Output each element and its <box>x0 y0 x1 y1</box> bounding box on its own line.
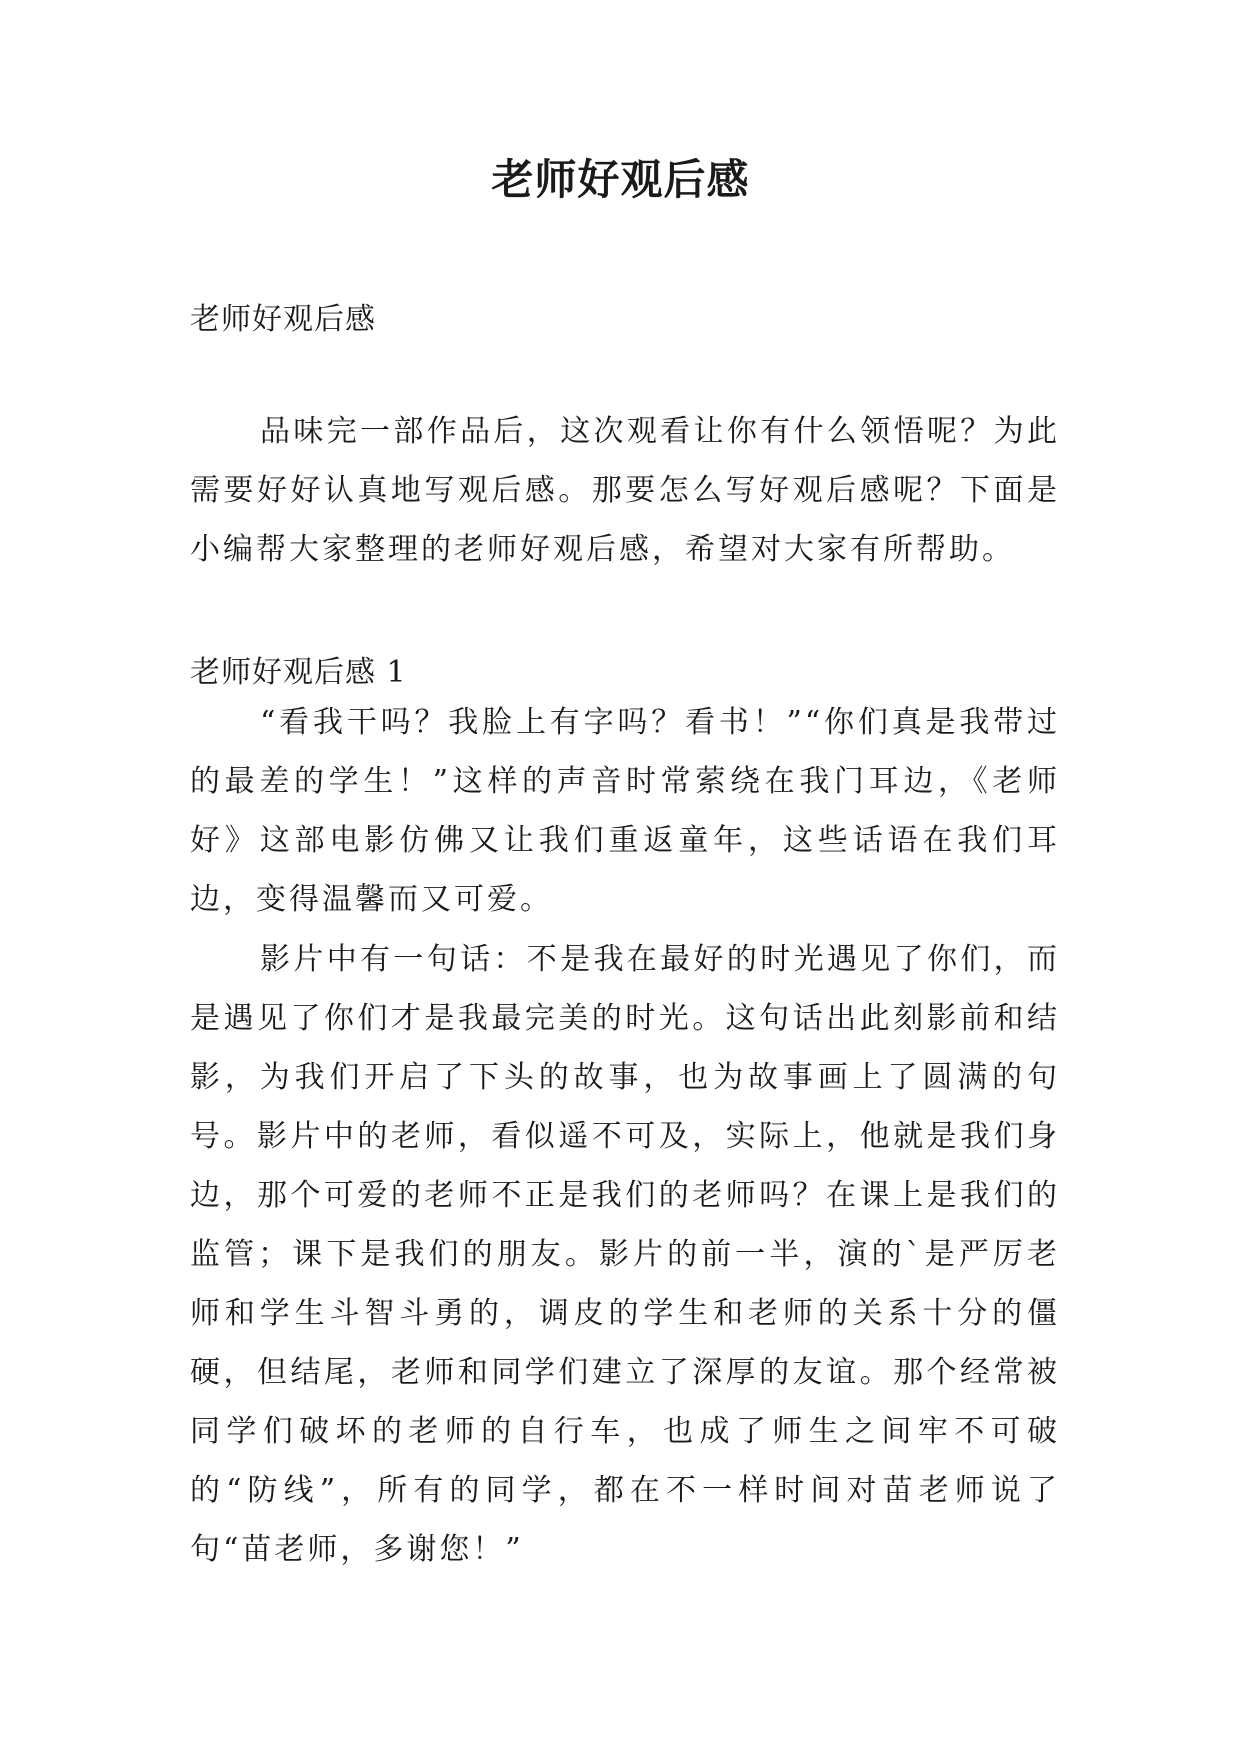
body-paragraph: 影片中有一句话：不是我在最好的时光遇见了你们，而是遇见了你们才是我最完美的时光。这句话出此刻影前和结影，为我们开启了下头的故事，也为故事画上了圆满的句号。影片中的老师，看似遥不可及，实际上，他就是我们身边，那个可爱的老师不正是我们的老师吗？在课上是我们的监管；课下是我们的朋友。影片的前一半，演的`是严厉老师和学生斗智斗勇的，调皮的学生和老师的关系十分的僵硬，但结尾，老师和同学们建立了深厚的友谊。那个经常被同学们破坏的老师的自行车，也成了师生之间牢不可破的“防线”，所有的同学，都在不一样时间对苗老师说了句“苗老师，多谢您！” <box>190 942 1060 1567</box>
document-subtitle: 老师好观后感 <box>190 302 376 337</box>
document-title: 老师好观后感 <box>491 155 750 204</box>
section-heading: 老师好观后感 1 <box>190 655 407 690</box>
body-paragraph: “看我干吗？我脸上有字吗？看书！”“你们真是我带过的最差的学生！”这样的声音时常萦绕在我门耳边，《老师好》这部电影仿佛又让我们重返童年，这些话语在我们耳边，变得温馨而又可爱。 <box>190 705 1060 917</box>
intro-paragraph: 品味完一部作品后，这次观看让你有什么领悟呢？为此需要好好认真地写观后感。那要怎么写好观后感呢？下面是小编帮大家整理的老师好观后感，希望对大家有所帮助。 <box>190 414 1060 567</box>
